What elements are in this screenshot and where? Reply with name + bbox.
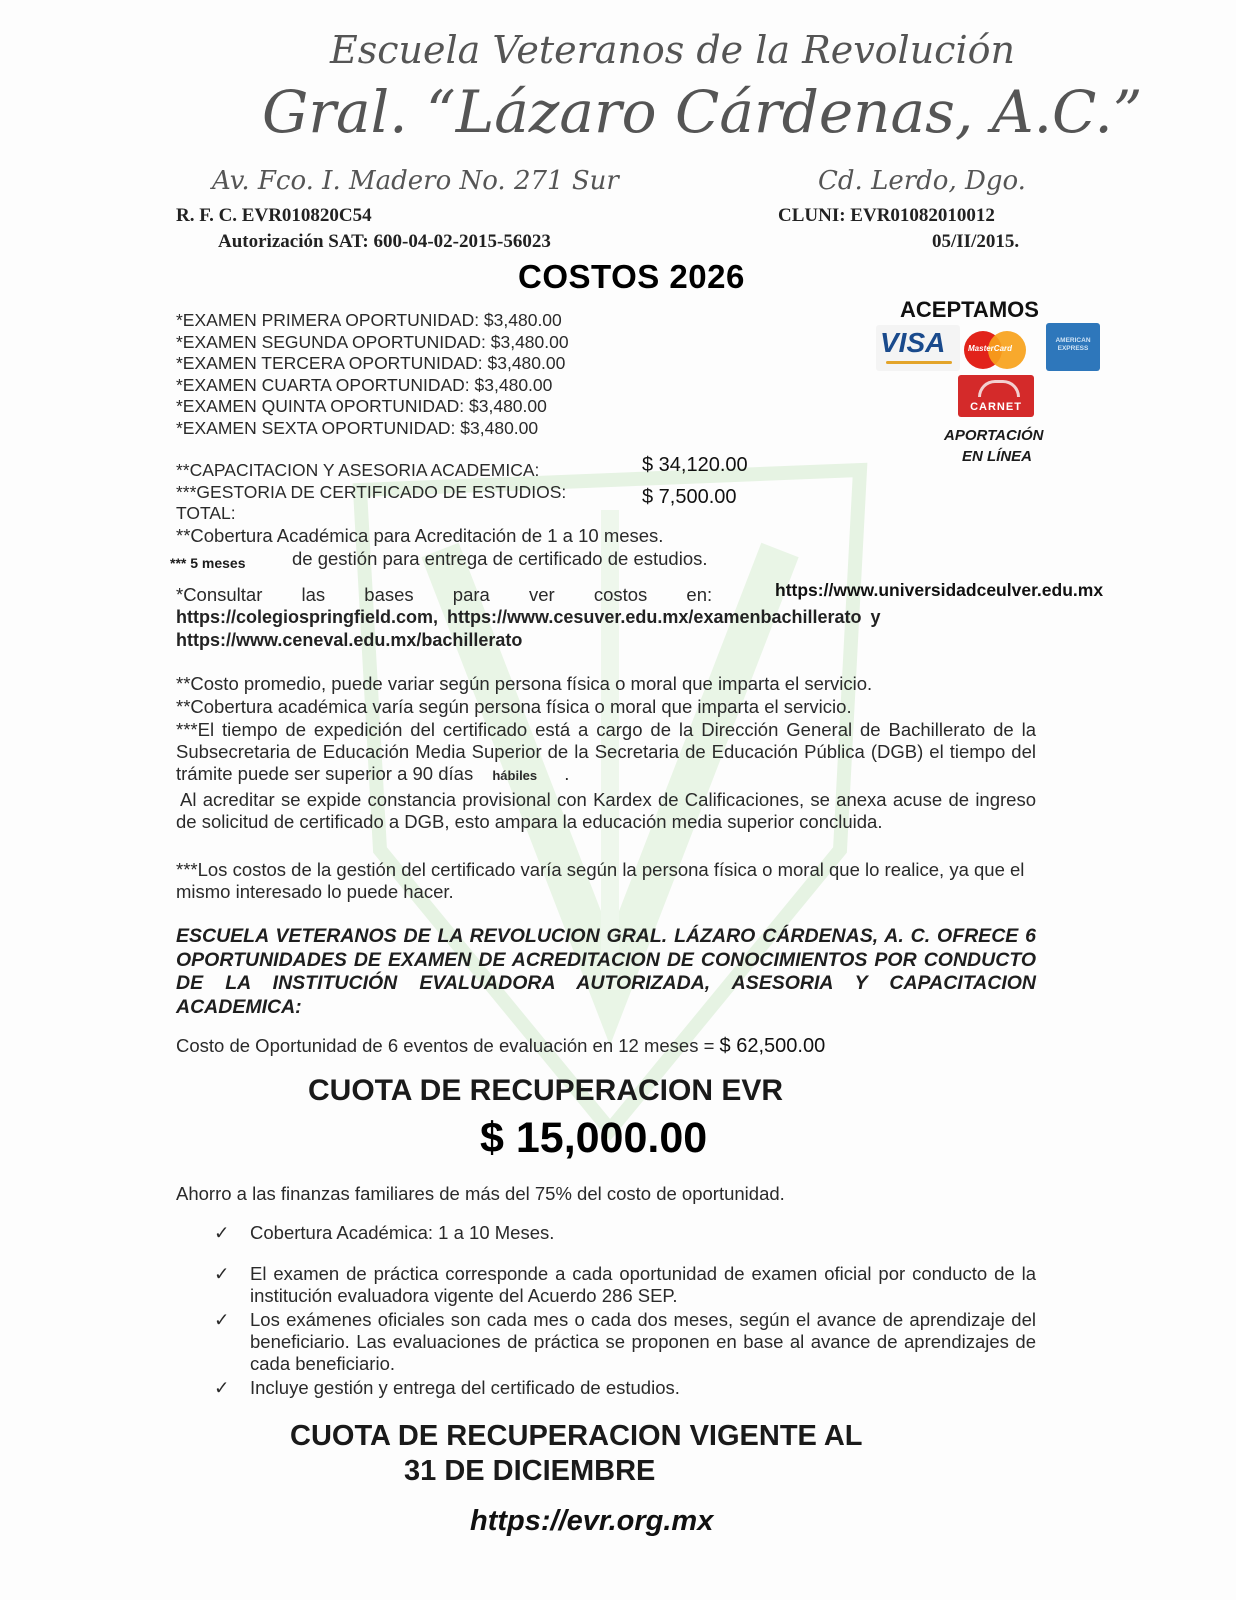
consult-prefix — [176, 584, 761, 606]
consult-prefix-text: *Consultar las bases para ver costos en: — [176, 584, 713, 605]
opportunity-cost-label: Costo de Oportunidad de 6 eventos de evaluación en 12 meses = — [176, 1035, 715, 1056]
benefit-item — [214, 1263, 1036, 1307]
months-text: de gestión para entrega de certificado de estudios. — [292, 548, 708, 569]
note-expedition-time — [176, 719, 1036, 787]
note-certificate-costs: ***Los costos de la gestión del certificado varía según la persona física o moral que lo realice, ya que el mismo interesado lo puede hacer. — [176, 859, 1025, 902]
letterhead-address: Av. Fco. I. Madero No. 271 Sur — [212, 166, 619, 196]
page-title: COSTOS 2026 — [518, 258, 745, 295]
sat-authorization: Autorización SAT: 600-04-02-2015-56023 — [218, 231, 551, 252]
checkmark-icon: ✓ — [214, 1222, 230, 1243]
total-label: TOTAL: — [176, 503, 236, 523]
link-cesuver[interactable]: https://www.cesuver.edu.mx/examenbachillerato — [447, 607, 862, 627]
gestoria-amount: $ 7,500.00 — [642, 486, 737, 508]
benefits-list — [214, 1222, 1036, 1399]
link-colegiospringfield[interactable]: https://colegiospringfield.com, — [176, 607, 439, 627]
link-universidadceulver[interactable]: https://www.universidadceulver.edu.mx — [775, 580, 1104, 600]
benefit-text: Los exámenes oficiales son cada mes o cada dos meses, según el avance de aprendizaje del beneficiario. Las evaluaciones de práctica se proponen en base al avance de aprendizajes de cada beneficiario. — [250, 1309, 1036, 1374]
exam-fee-list — [176, 310, 569, 439]
months-prefix: *** 5 meses — [170, 555, 246, 571]
exam-fee-item: *EXAMEN PRIMERA OPORTUNIDAD: $3,480.00 — [176, 310, 562, 330]
note-average-cost: **Costo promedio, puede variar según persona física o moral que imparta el servicio. — [176, 673, 873, 694]
payments-heading: ACEPTAMOS — [900, 297, 1039, 322]
amex-card-icon: AMERICAN EXPRESS — [1046, 323, 1100, 371]
exam-fee-item: *EXAMEN QUINTA OPORTUNIDAD: $3,480.00 — [176, 396, 547, 416]
checkmark-icon: ✓ — [214, 1377, 230, 1398]
cluni-number: CLUNI: EVR01082010012 — [778, 205, 995, 226]
capacitacion-amount: $ 34,120.00 — [642, 454, 748, 476]
savings-note: Ahorro a las finanzas familiares de más del 75% del costo de oportunidad. — [176, 1183, 785, 1204]
validity-line1: CUOTA DE RECUPERACION VIGENTE AL — [290, 1420, 863, 1452]
offer-statement: ESCUELA VETERANOS DE LA REVOLUCION GRAL. LÁZARO CÁRDENAS, A. C. OFRECE 6 OPORTUNIDADES DE EXAMEN DE ACREDITACION DE CONOCIMIENTOS POR CONDUCTO DE LA INSTITUCIÓN EVALUADORA AUTORIZADA, ASESORIA Y CAPACITACION ACADEMICA: — [176, 925, 1036, 1018]
online-contribution-line2: EN LÍNEA — [962, 448, 1033, 465]
benefit-item — [214, 1222, 1036, 1244]
online-contribution-line1: APORTACIÓN — [944, 427, 1044, 444]
mastercard-icon: MasterCard — [964, 331, 1026, 371]
exam-fee-item: *EXAMEN SEGUNDA OPORTUNIDAD: $3,480.00 — [176, 331, 569, 352]
exam-fee-item: *EXAMEN CUARTA OPORTUNIDAD: $3,480.00 — [176, 374, 553, 395]
connector-y: y — [870, 607, 881, 627]
letterhead-general-name: Gral. “Lázaro Cárdenas, A.C.” — [262, 78, 1143, 146]
letterhead-school-name: Escuela Veteranos de la Revolución — [330, 28, 1015, 72]
website-link[interactable]: https://evr.org.mx — [470, 1505, 714, 1537]
quota-heading: CUOTA DE RECUPERACION EVR — [308, 1074, 784, 1107]
benefit-text: Incluye gestión y entrega del certificado de estudios. — [250, 1377, 680, 1398]
visa-card-icon: VISA — [876, 325, 960, 371]
note-habiles: hábiles — [492, 768, 538, 783]
benefit-text: Cobertura Académica: 1 a 10 Meses. — [250, 1222, 555, 1243]
letterhead-city: Cd. Lerdo, Dgo. — [818, 166, 1026, 196]
note-period: . — [564, 763, 570, 784]
quota-amount: $ 15,000.00 — [480, 1114, 708, 1162]
note-provisional-record: Al acreditar se expide constancia provisional con Kardex de Calificaciones, se anexa acuse de ingreso de solicitud de certificado a DGB, esto ampara la educación media superior concluida. — [176, 789, 1036, 832]
validity-line2: 31 DE DICIEMBRE — [404, 1455, 656, 1487]
note-expedition-text: ***El tiempo de expedición del certificado está a cargo de la Dirección General de Bachillerato de la Subsecretaria de Educación Media Superior de la Secretaria de Educación Pública (DGB) el tiempo del trámite puede ser superior a 90 días — [176, 719, 1036, 784]
checkmark-icon: ✓ — [214, 1263, 230, 1284]
rfc-number: R. F. C. EVR010820C54 — [176, 205, 372, 226]
link-ceneval[interactable]: https://www.ceneval.edu.mx/bachillerato — [176, 630, 523, 650]
opportunity-cost — [176, 1035, 825, 1057]
coverage-note: **Cobertura Académica para Acreditación de 1 a 10 meses. — [176, 525, 664, 546]
benefit-item — [214, 1309, 1036, 1375]
exam-fee-item: *EXAMEN SEXTA OPORTUNIDAD: $3,480.00 — [176, 417, 539, 438]
opportunity-cost-amount: $ 62,500.00 — [719, 1035, 826, 1057]
benefit-text: El examen de práctica corresponde a cada oportunidad de examen oficial por conducto de la institución evaluadora vigente del Acuerdo 286 SEP. — [250, 1263, 1036, 1306]
consult-urls-line — [176, 607, 881, 628]
payment-methods — [876, 295, 1102, 475]
carnet-card-icon: CARNET — [958, 375, 1034, 417]
checkmark-icon: ✓ — [214, 1309, 230, 1330]
note-coverage: **Cobertura académica varía según persona física o moral que imparta el servicio. — [176, 696, 852, 717]
capacitacion-label: **CAPACITACION Y ASESORIA ACADEMICA: — [176, 460, 540, 480]
exam-fee-item: *EXAMEN TERCERA OPORTUNIDAD: $3,480.00 — [176, 353, 566, 373]
benefit-item — [214, 1377, 1036, 1399]
gestoria-label: ***GESTORIA DE CERTIFICADO DE ESTUDIOS: — [176, 482, 567, 502]
registration-date: 05/II/2015. — [932, 231, 1020, 252]
